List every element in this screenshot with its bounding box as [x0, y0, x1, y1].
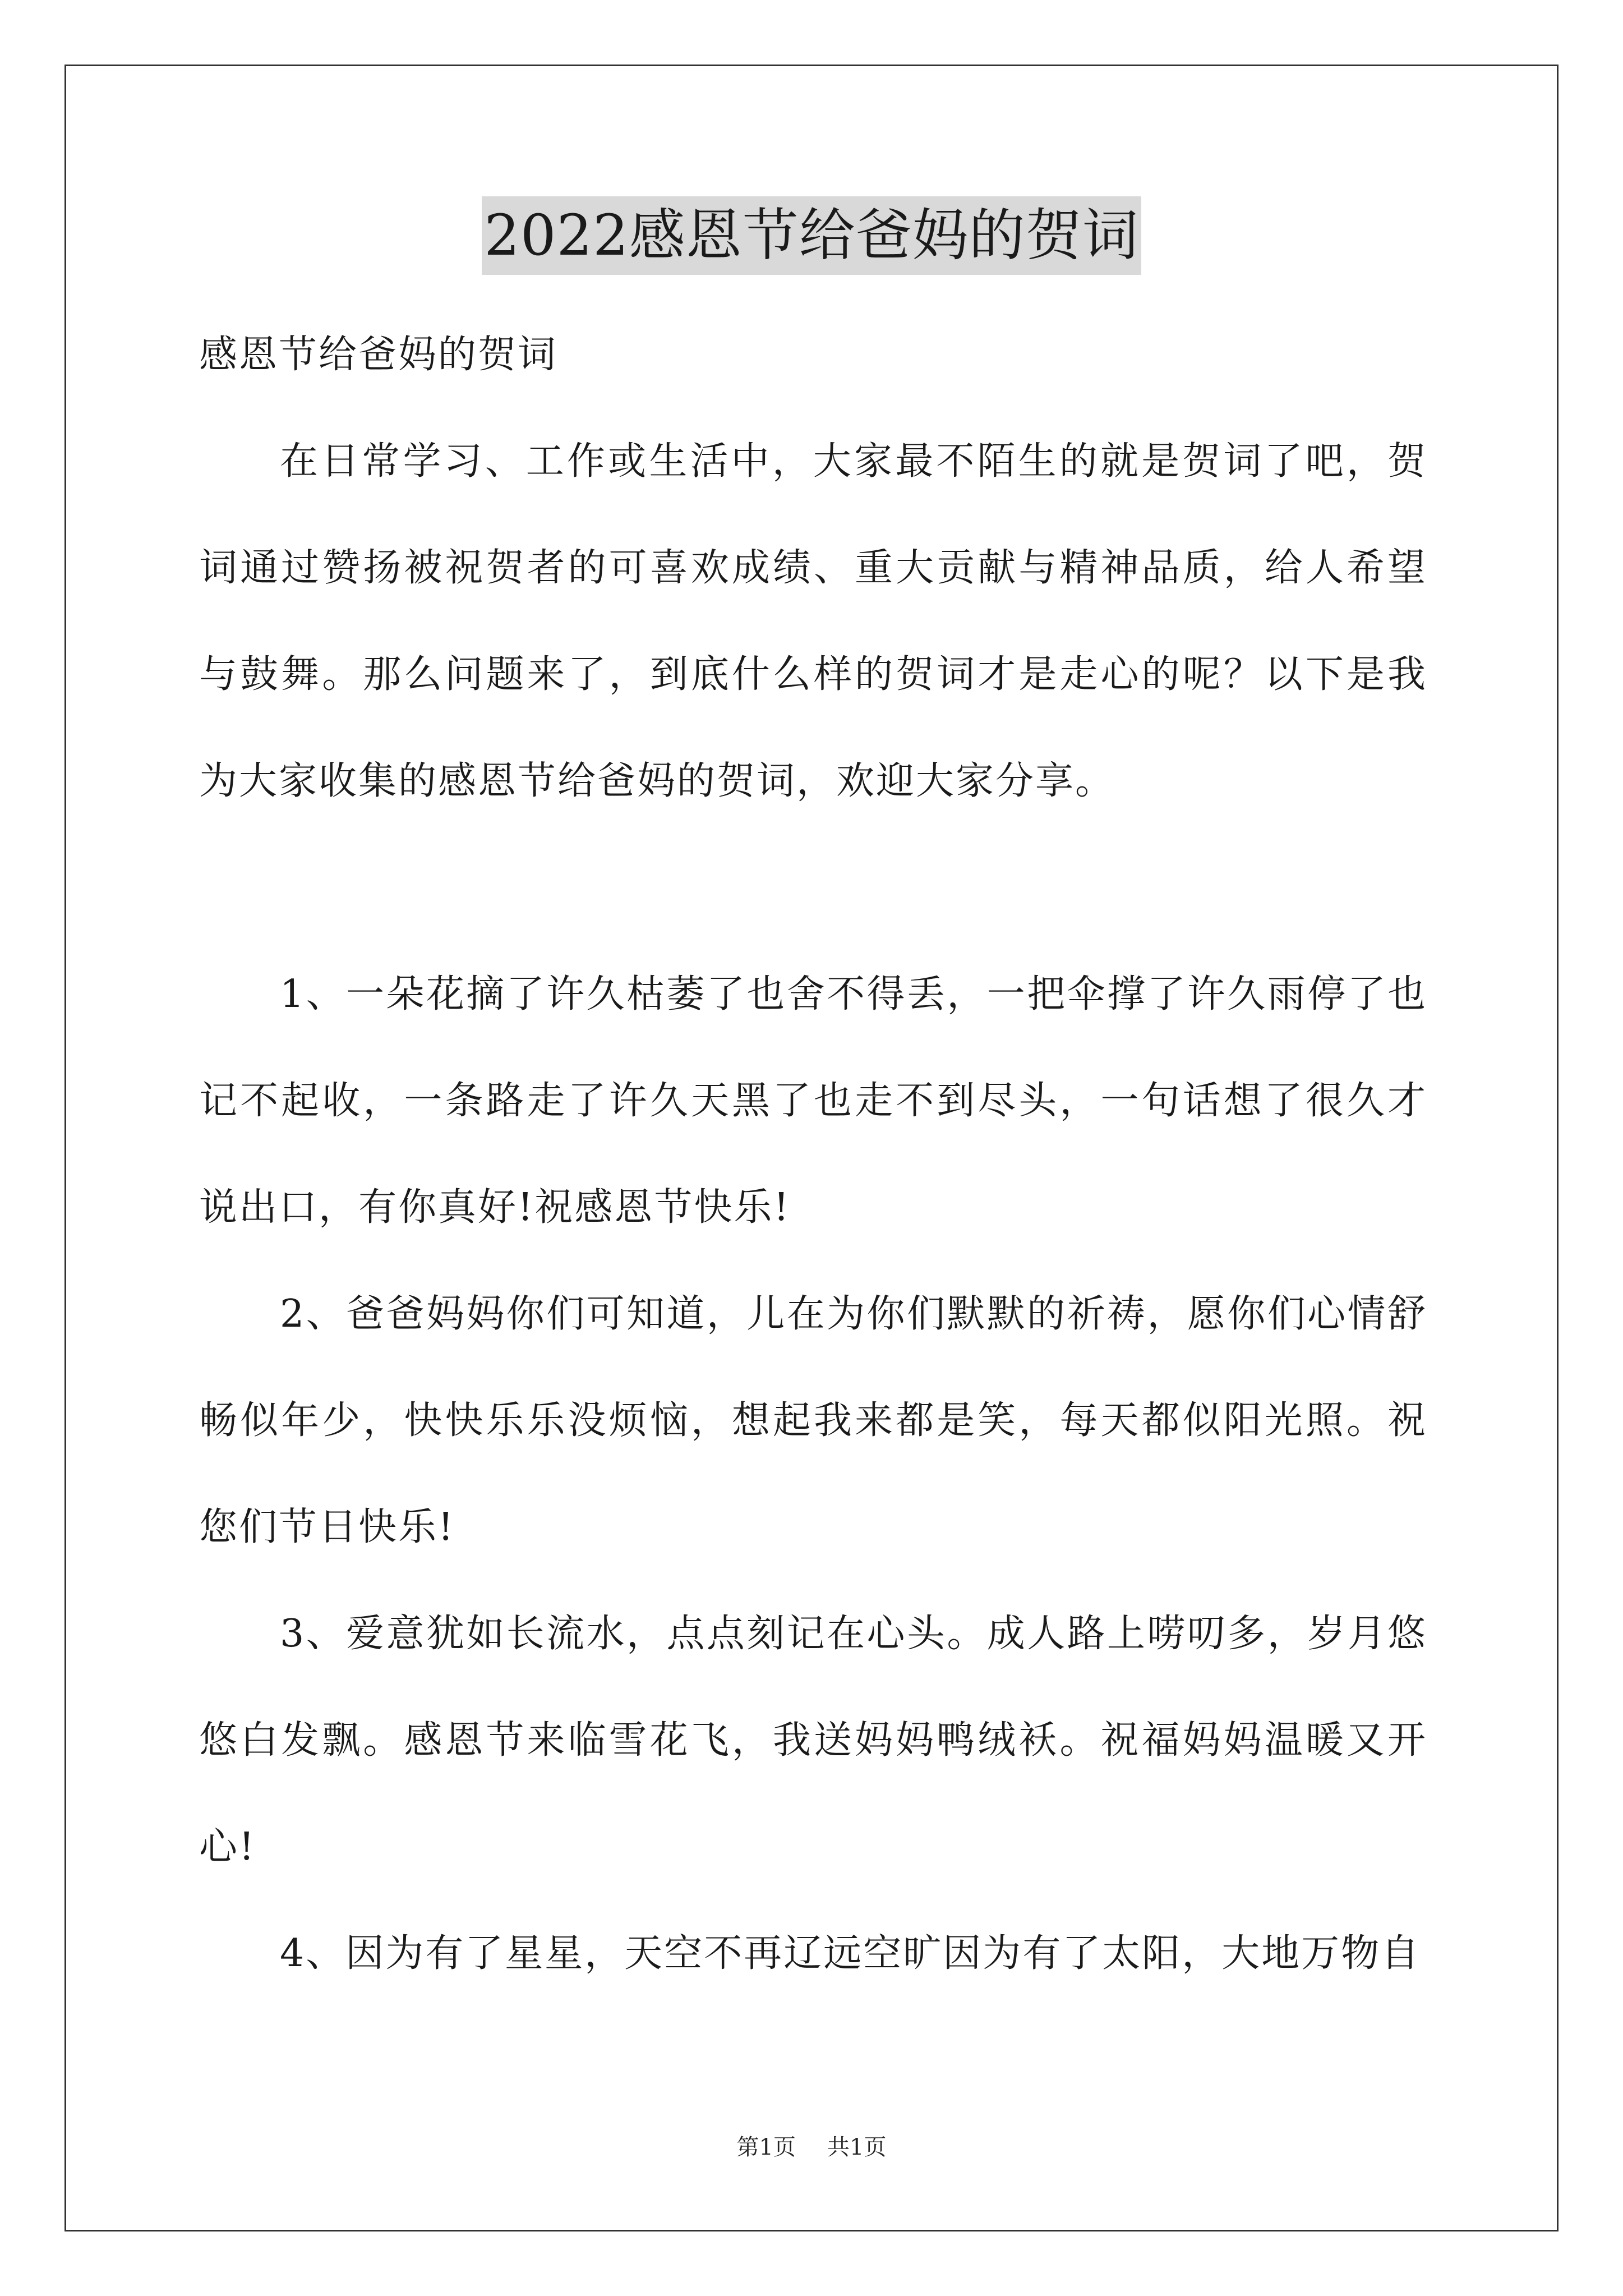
document-title: 2022感恩节给爸妈的贺词 [482, 196, 1141, 275]
greeting-paragraph-4: 4、因为有了星星，天空不再辽远空旷因为有了太阳，大地万物自 [280, 1931, 1421, 1976]
page-number: 第1页 [736, 2134, 796, 2160]
greeting-paragraph-1: 1、一朵花摘了许久枯萎了也舍不得丢，一把伞撑了许久雨停了也记不起收，一条路走了许久天黑了也走不到尽头，一句话想了很久才说出口，有你真好!祝感恩节快乐! [199, 972, 1427, 1230]
page-footer [0, 2132, 1623, 2163]
title-container [0, 196, 1623, 275]
page-total: 共1页 [827, 2134, 887, 2160]
intro-paragraph: 在日常学习、工作或生活中，大家最不陌生的就是贺词了吧，贺词通过赞扬被祝贺者的可喜欢成绩、重大贡献与精神品质，给人希望与鼓舞。那么问题来了，到底什么样的贺词才是走心的呢？以下是我为大家收集的感恩节给爸妈的贺词，欢迎大家分享。 [199, 439, 1427, 803]
document-body [199, 302, 1427, 2007]
greeting-paragraph-3: 3、爱意犹如长流水，点点刻记在心头。成人路上唠叨多，岁月悠悠白发飘。感恩节来临雪花飞，我送妈妈鸭绒袄。祝福妈妈温暖又开心! [199, 1612, 1427, 1869]
document-subtitle: 感恩节给爸妈的贺词 [199, 333, 558, 377]
paragraph-gap [199, 835, 1427, 941]
greeting-paragraph-2: 2、爸爸妈妈你们可知道，儿在为你们默默的祈祷，愿你们心情舒畅似年少，快快乐乐没烦恼，想起我来都是笑，每天都似阳光照。祝您们节日快乐! [199, 1292, 1427, 1549]
